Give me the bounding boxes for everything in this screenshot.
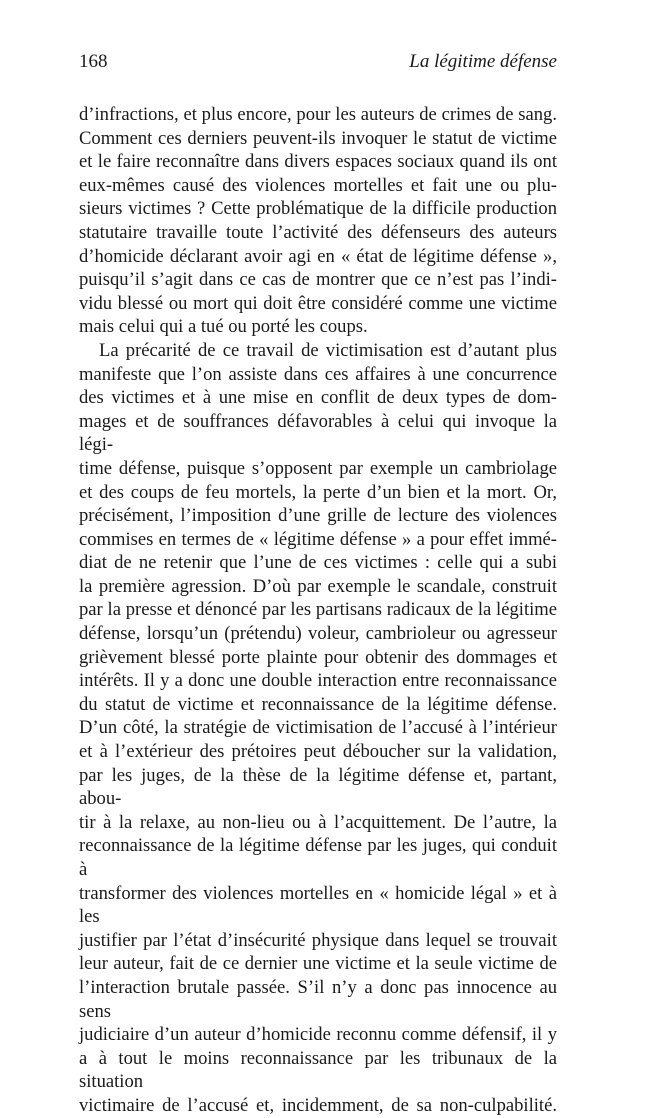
text-line: commises en termes de « légitime défense » a pour effet immé- [79,528,557,550]
text-line: sieurs victimes ? Cette problématique de la difficile production [79,198,557,220]
text-line: puisqu’il s’agit dans ce cas de montrer que ce n’est pas l’indi- [79,269,557,291]
text-line: reconnaissance de la légitime défense par les juges, qui conduit à [79,835,557,880]
text-line: time défense, puisque s’opposent par exemple un cambriolage [79,457,557,479]
text-line: manifeste que l’on assiste dans ces affaires à une concurrence [79,363,557,385]
text-line: mais celui qui a tué ou porté les coups. [79,316,368,338]
text-line: d’infractions, et plus encore, pour les auteurs de crimes de sang. [79,104,557,125]
text-line: La précarité de ce travail de victimisation est d’autant plus [99,339,557,361]
text-line: tir à la relaxe, au non-lieu ou à l’acquittement. De l’autre, la [79,811,557,833]
text-line: eux-mêmes causé des violences mortelles et fait une ou plu- [79,174,557,196]
text-line: et des coups de feu mortels, la perte d’un bien et la mort. Or, [79,481,557,503]
running-title: La légitime défense [409,51,557,72]
text-line: diat de ne retenir que l’une de ces victimes : celle qui a subi [79,552,557,574]
text-line: grièvement blessé porte plainte pour obtenir des dommages et [79,646,557,668]
text-line: transformer des violences mortelles en « homicide légal » et à les [79,882,557,928]
text-line: justifier par l’état d’insécurité physique dans lequel se trouvait [79,929,557,951]
text-line: D’un côté, la stratégie de victimisation de l’accusé à l’intérieur [79,717,557,739]
paragraph [79,339,557,1118]
text-line: et à l’extérieur des prétoires peut déboucher sur la validation, [79,741,557,763]
text-line: et le faire reconnaître dans divers espaces sociaux quand ils ont [79,151,557,173]
text-line: mages et de souffrances défavorables à celui qui invoque la légi- [79,410,557,456]
text-line: précisément, l’imposition d’une grille de lecture des violences [79,505,557,527]
text-line: vidu blessé ou mort qui doit être considéré comme une victime [79,292,557,314]
text-line: leur auteur, fait de ce dernier une victime et la seule victime de [79,953,557,975]
text-line: statutaire travaille toute l’activité des défenseurs des auteurs [79,221,557,243]
text-line: la première agression. D’où par exemple le scandale, construit [79,575,557,597]
page-header [79,50,557,74]
text-line: défense, lorsqu’un (prétendu) voleur, cambrioleur ou agresseur [79,623,557,645]
text-line: a à tout le moins reconnaissance par les tribunaux de la situation [79,1047,557,1093]
text-line: du statut de victime et reconnaissance de la légitime défense. [79,693,557,715]
text-line: l’interaction brutale passée. S’il n’y a donc pas innocence au sens [79,976,557,1022]
page-number: 168 [79,51,108,72]
paragraph [79,103,557,339]
text-line: intérêts. Il y a donc une double interaction entre reconnaissance [79,670,557,692]
text-line: par les juges, de la thèse de la légitime défense et, partant, abou- [79,764,557,810]
text-line: Comment ces derniers peuvent-ils invoquer le statut de victime [79,127,557,149]
body-text [79,103,557,1118]
text-line: judiciaire d’un auteur d’homicide reconnu comme défensif, il y [79,1024,557,1046]
text-line: d’homicide déclarant avoir agi en « état de légitime défense », [79,245,557,267]
text-line: par la presse et dénoncé par les partisans radicaux de la légitime [79,599,557,621]
text-line: victimaire de l’accusé et, incidemment, de sa non-culpabilité. [79,1094,557,1116]
text-line: des victimes et à une mise en conflit de deux types de dom- [79,387,557,409]
